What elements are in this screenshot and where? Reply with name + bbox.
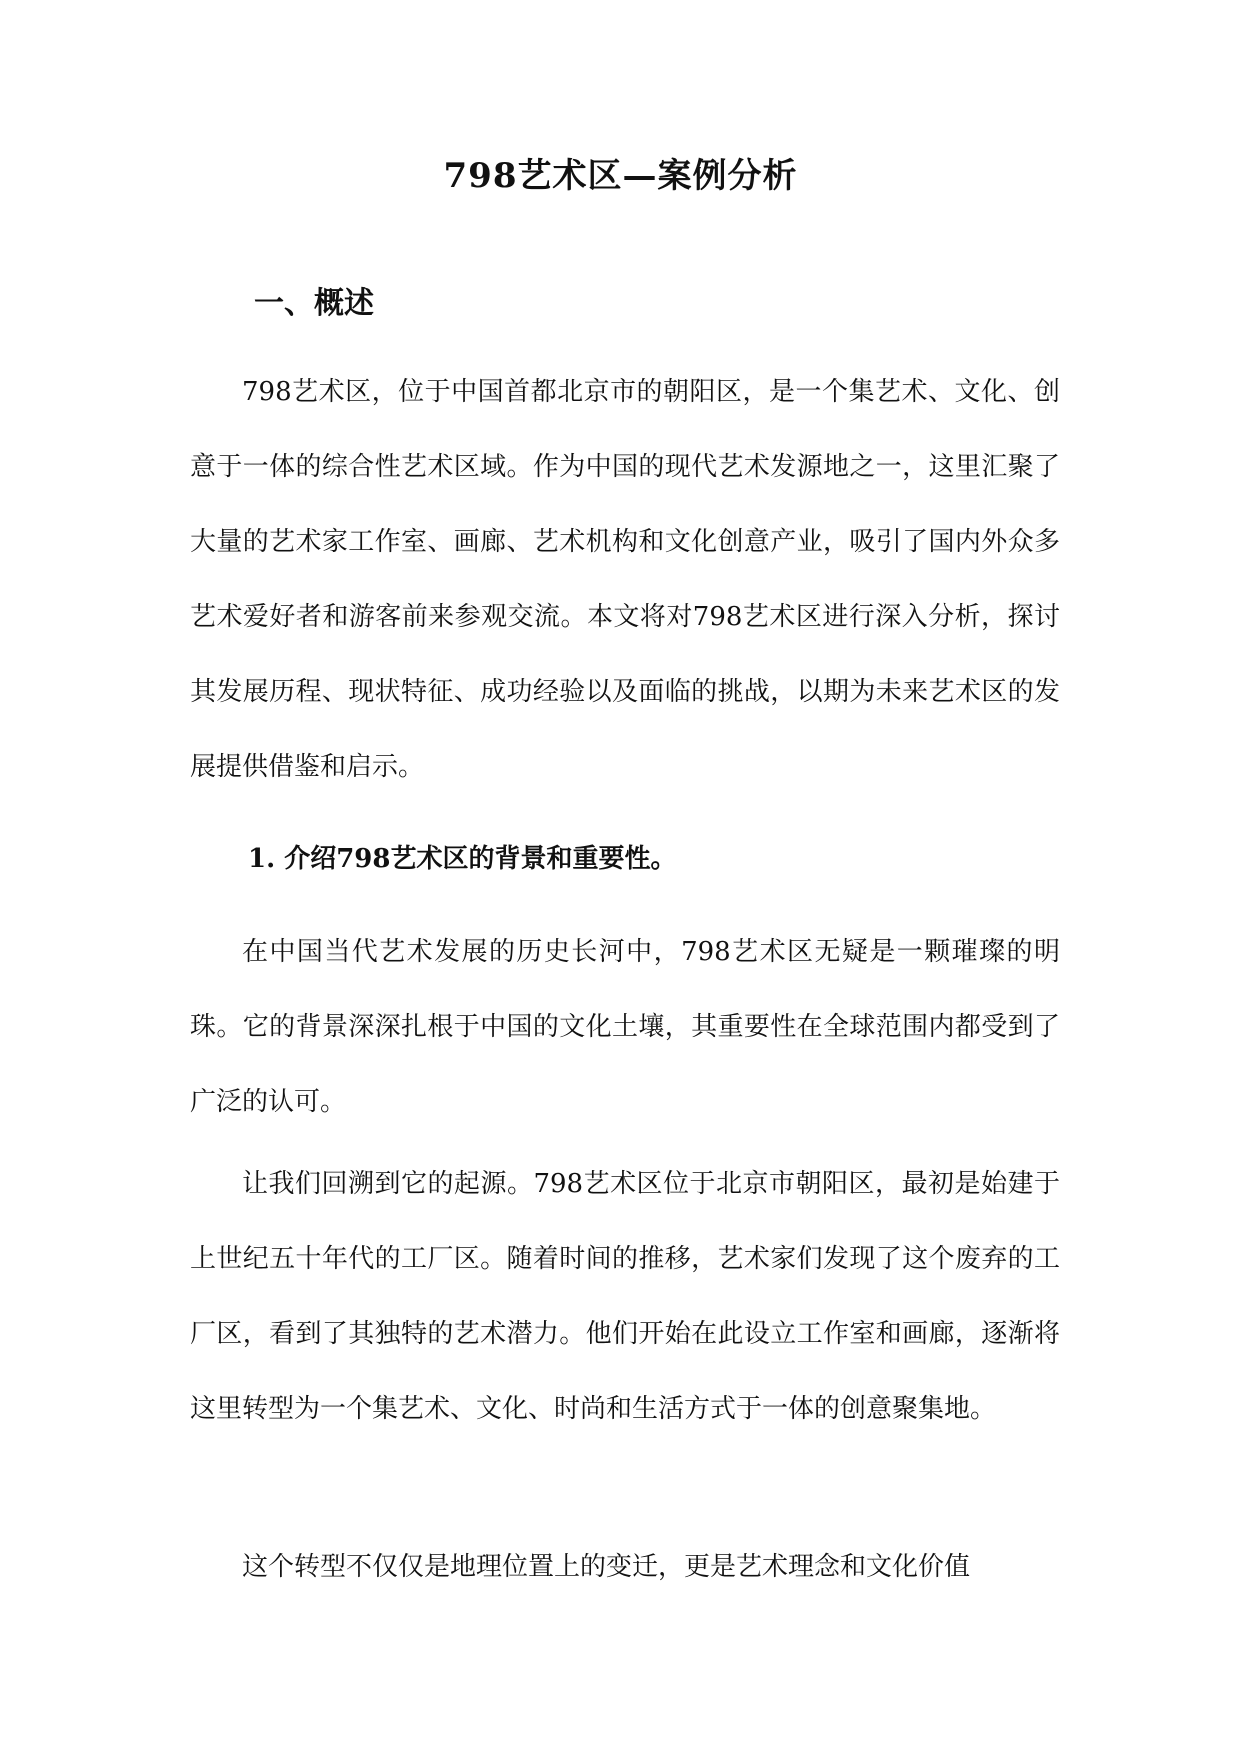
section-heading-overview: 一、概述	[254, 286, 374, 321]
paragraph-background: 在中国当代艺术发展的历史长河中，798艺术区无疑是一颗璀璨的明珠。它的背景深深扎根于中国的文化土壤，其重要性在全球范围内都受到了广泛的认可。	[190, 937, 1060, 1117]
paragraph-block-1	[190, 355, 1060, 805]
paragraph-transformation: 这个转型不仅仅是地理位置上的变迁，更是艺术理念和文化价值	[242, 1552, 971, 1582]
subheading-background: 1. 介绍798艺术区的背景和重要性。	[248, 844, 677, 874]
paragraph-block-4	[190, 1530, 1060, 1605]
paragraph-intro: 798艺术区，位于中国首都北京市的朝阳区，是一个集艺术、文化、创意于一体的综合性艺术区域。作为中国的现代艺术发源地之一，这里汇聚了大量的艺术家工作室、画廊、艺术机构和文化创意产业，吸引了国内外众多艺术爱好者和游客前来参观交流。本文将对798艺术区进行深入分析，探讨其发展历程、现状特征、成功经验以及面临的挑战，以期为未来艺术区的发展提供借鉴和启示。	[190, 377, 1060, 782]
paragraph-block-2	[190, 915, 1060, 1140]
paragraph-origin: 让我们回溯到它的起源。798艺术区位于北京市朝阳区，最初是始建于上世纪五十年代的工厂区。随着时间的推移，艺术家们发现了这个废弃的工厂区，看到了其独特的艺术潜力。他们开始在此设立工作室和画廊，逐渐将这里转型为一个集艺术、文化、时尚和生活方式于一体的创意聚集地。	[190, 1169, 1060, 1424]
paragraph-block-3	[190, 1147, 1060, 1447]
document-title: 798艺术区—案例分析	[443, 156, 798, 196]
